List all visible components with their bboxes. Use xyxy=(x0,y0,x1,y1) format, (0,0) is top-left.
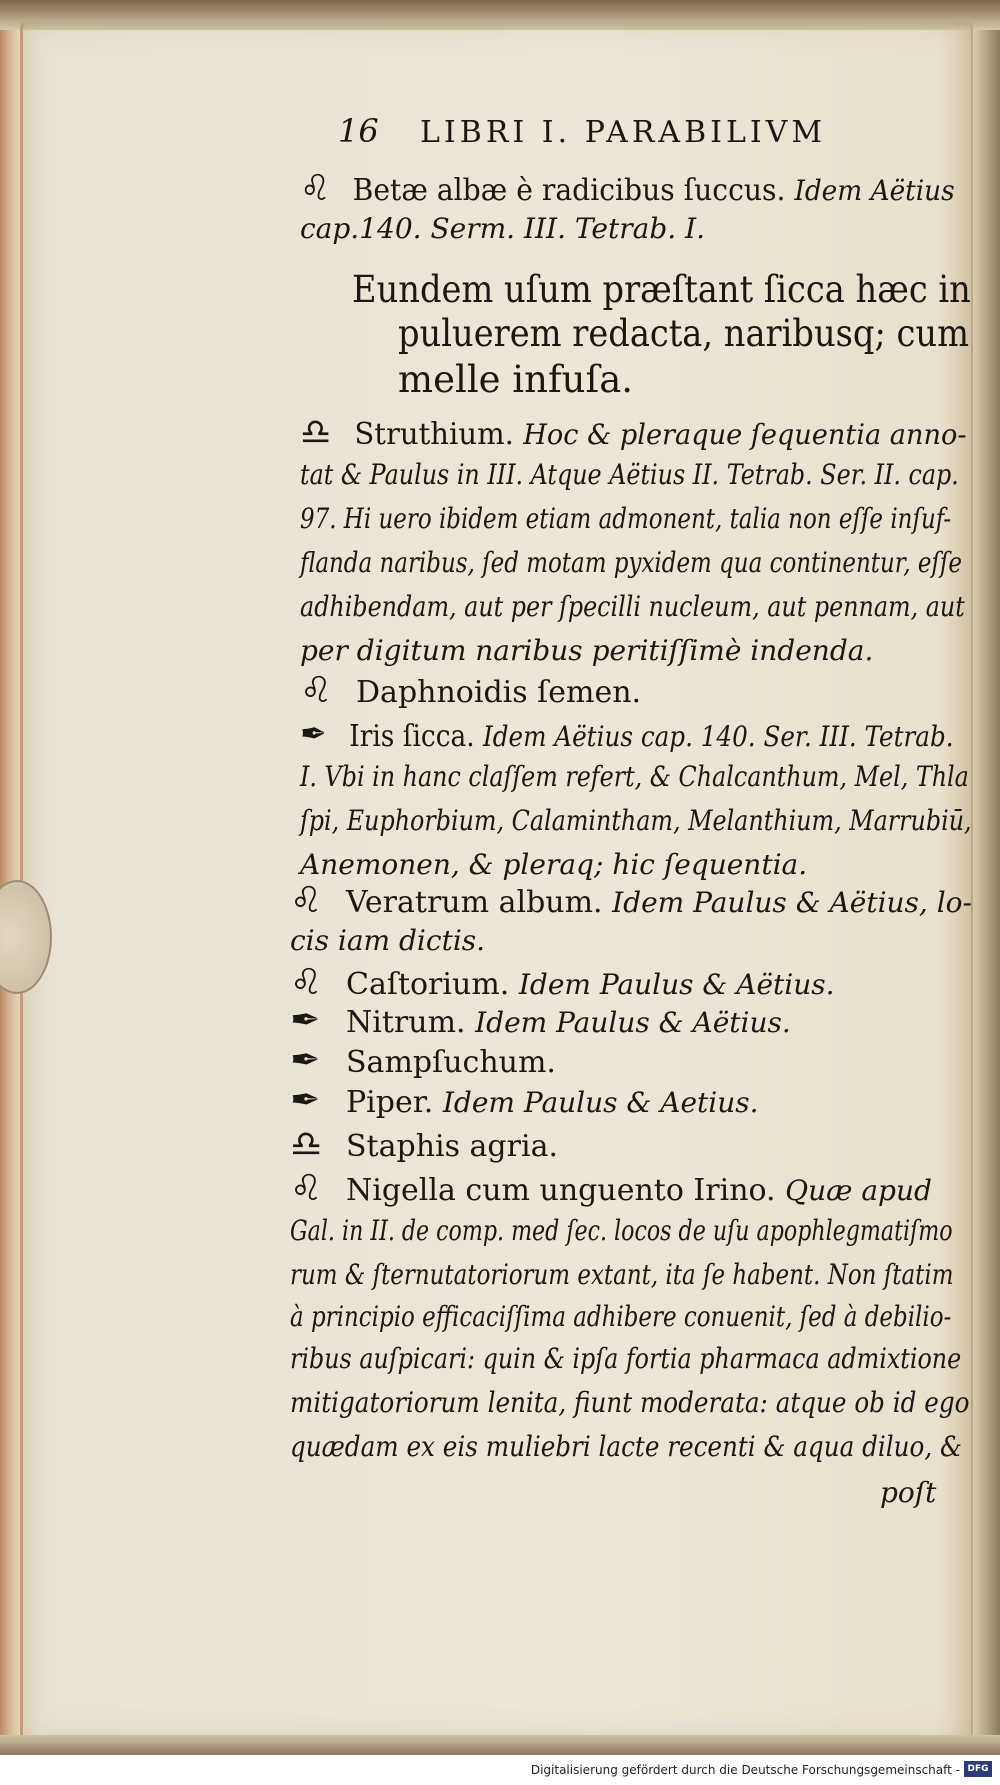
text-line xyxy=(300,804,972,837)
italic-text: Idem Aëtius cap. 140. Ser. III. Tetrab. xyxy=(483,720,954,753)
italic-text: Idem Aëtius xyxy=(794,174,955,207)
italic-text: I. Vbi in hanc claſſem refert, & Chalcanthum, Mel, Thla xyxy=(300,760,969,793)
text-line xyxy=(300,412,966,453)
italic-text: Idem Paulus & Aëtius. xyxy=(475,1006,791,1039)
text-line xyxy=(290,1258,954,1291)
text-line xyxy=(300,670,641,711)
marginal-symbol-icon: ♌ xyxy=(290,880,323,921)
italic-text: per digitum naribus peritiſſimè indenda. xyxy=(300,634,874,667)
marginal-symbol-icon: ♎ xyxy=(290,1124,323,1165)
marginal-symbol-icon: ✒ xyxy=(290,1000,321,1041)
text-line xyxy=(300,590,965,623)
roman-text: Veratrum album. xyxy=(346,885,613,920)
text-line xyxy=(290,1000,791,1041)
text-line xyxy=(300,634,873,667)
italic-text: Gal. in II. de comp. med ſec. locos de uſu apophlegmatiſmo xyxy=(290,1214,953,1247)
marginal-symbol-icon: ♌ xyxy=(300,168,331,209)
italic-text: tat & Paulus in III. Atque Aëtius II. Tetrab. Ser. II. cap. xyxy=(300,458,959,491)
text-line xyxy=(300,546,962,579)
italic-text: Hoc & pleraque ſequentia anno- xyxy=(523,418,967,451)
page-number: 16 xyxy=(338,112,379,150)
roman-text: melle infuſa. xyxy=(398,358,634,401)
text-line xyxy=(352,268,971,311)
text-line xyxy=(300,760,969,793)
roman-text: Eundem uſum præſtant ſicca hæc in xyxy=(352,268,971,311)
marginal-symbol-icon: ✒ xyxy=(290,1040,321,1081)
text-line xyxy=(290,1342,961,1375)
marginal-symbol-icon: ✒ xyxy=(300,714,327,755)
roman-text: Iris ſicca. xyxy=(349,719,484,754)
italic-text: Idem Paulus & Aëtius, lo- xyxy=(612,886,972,919)
italic-text: Idem Paulus & Aëtius. xyxy=(518,968,835,1001)
marginal-symbol-icon: ♌ xyxy=(290,962,323,1003)
italic-text: ribus auſpicari: quin & ipſa fortia pharmaca admixtione xyxy=(290,1342,962,1375)
marginal-symbol-icon: ♎ xyxy=(300,412,332,453)
roman-text: puluerem redacta, naribusq; cum xyxy=(398,312,969,355)
text-line xyxy=(880,1476,936,1509)
text-line xyxy=(300,168,955,209)
text-line xyxy=(290,1430,962,1463)
italic-text: flanda naribus, ſed motam pyxidem qua continentur, eſſe xyxy=(300,546,963,579)
text-line xyxy=(300,502,951,535)
text-line xyxy=(290,962,835,1003)
italic-text: Anemonen, & pleraq; hic ſequentia. xyxy=(300,848,808,881)
text-line xyxy=(290,1040,556,1081)
text-line xyxy=(290,1214,953,1247)
italic-text: à principio efficaciſſima adhibere conuenit, ſed à debilio- xyxy=(290,1300,952,1333)
italic-text: mitigatoriorum lenita, fiunt moderata: atque ob id ego xyxy=(290,1386,970,1419)
running-title: LIBRI I. PARABILIVM xyxy=(420,115,827,150)
italic-text: cap.140. Serm. III. Tetrab. I. xyxy=(300,212,706,245)
italic-text: 97. Hi uero ibidem etiam admonent, talia non eſſe inſuf- xyxy=(300,502,952,535)
italic-text: poſt xyxy=(880,1476,937,1509)
marginal-symbol-icon: ✒ xyxy=(290,1080,321,1121)
roman-text: Piper. xyxy=(346,1085,443,1120)
italic-text: rum & ſternutatoriorum extant, ita ſe habent. Non ſtatim xyxy=(290,1258,954,1291)
text-line xyxy=(300,212,705,245)
digitization-credit: Digitalisierung gefördert durch die Deutsche Forschungsgemeinschaft - xyxy=(530,1763,960,1777)
roman-text: Betæ albæ è radicibus ſuccus. xyxy=(352,173,795,208)
roman-text: Staphis agria. xyxy=(346,1129,558,1164)
book-bottom-edge xyxy=(0,1735,1000,1755)
text-line xyxy=(290,1168,932,1209)
text-line xyxy=(290,924,485,957)
footer xyxy=(0,1757,1000,1785)
italic-text: quædam ex eis muliebri lacte recenti & aqua diluo, & xyxy=(290,1430,962,1463)
italic-text: adhibendam, aut per ſpecilli nucleum, aut pennam, aut xyxy=(300,590,965,623)
text-line xyxy=(290,880,972,921)
roman-text: Caſtorium. xyxy=(346,967,519,1002)
roman-text: Sampſuchum. xyxy=(346,1045,556,1080)
text-line xyxy=(300,848,807,881)
text-line xyxy=(398,358,633,401)
text-line xyxy=(398,312,969,355)
text-line xyxy=(290,1300,951,1333)
marginal-symbol-icon: ♌ xyxy=(290,1168,323,1209)
text-line xyxy=(300,458,959,491)
italic-text: Idem Paulus & Aetius. xyxy=(442,1086,759,1119)
text-line xyxy=(290,1080,759,1121)
italic-text: Quæ apud xyxy=(785,1174,932,1207)
marginal-symbol-icon: ♌ xyxy=(300,670,333,711)
text-line xyxy=(300,714,954,755)
roman-text: Nitrum. xyxy=(346,1005,476,1040)
text-line xyxy=(290,1386,969,1419)
roman-text: Nigella cum unguento Irino. xyxy=(346,1173,786,1208)
text-line xyxy=(290,1124,558,1165)
italic-text: cis iam dictis. xyxy=(290,924,486,957)
dfg-logo: DFG xyxy=(964,1761,992,1777)
roman-text: Struthium. xyxy=(354,417,524,452)
italic-text: ſpi, Euphorbium, Calamintham, Melanthium, Marrubiū, xyxy=(300,804,972,837)
roman-text: Daphnoidis ſemen. xyxy=(356,675,642,710)
